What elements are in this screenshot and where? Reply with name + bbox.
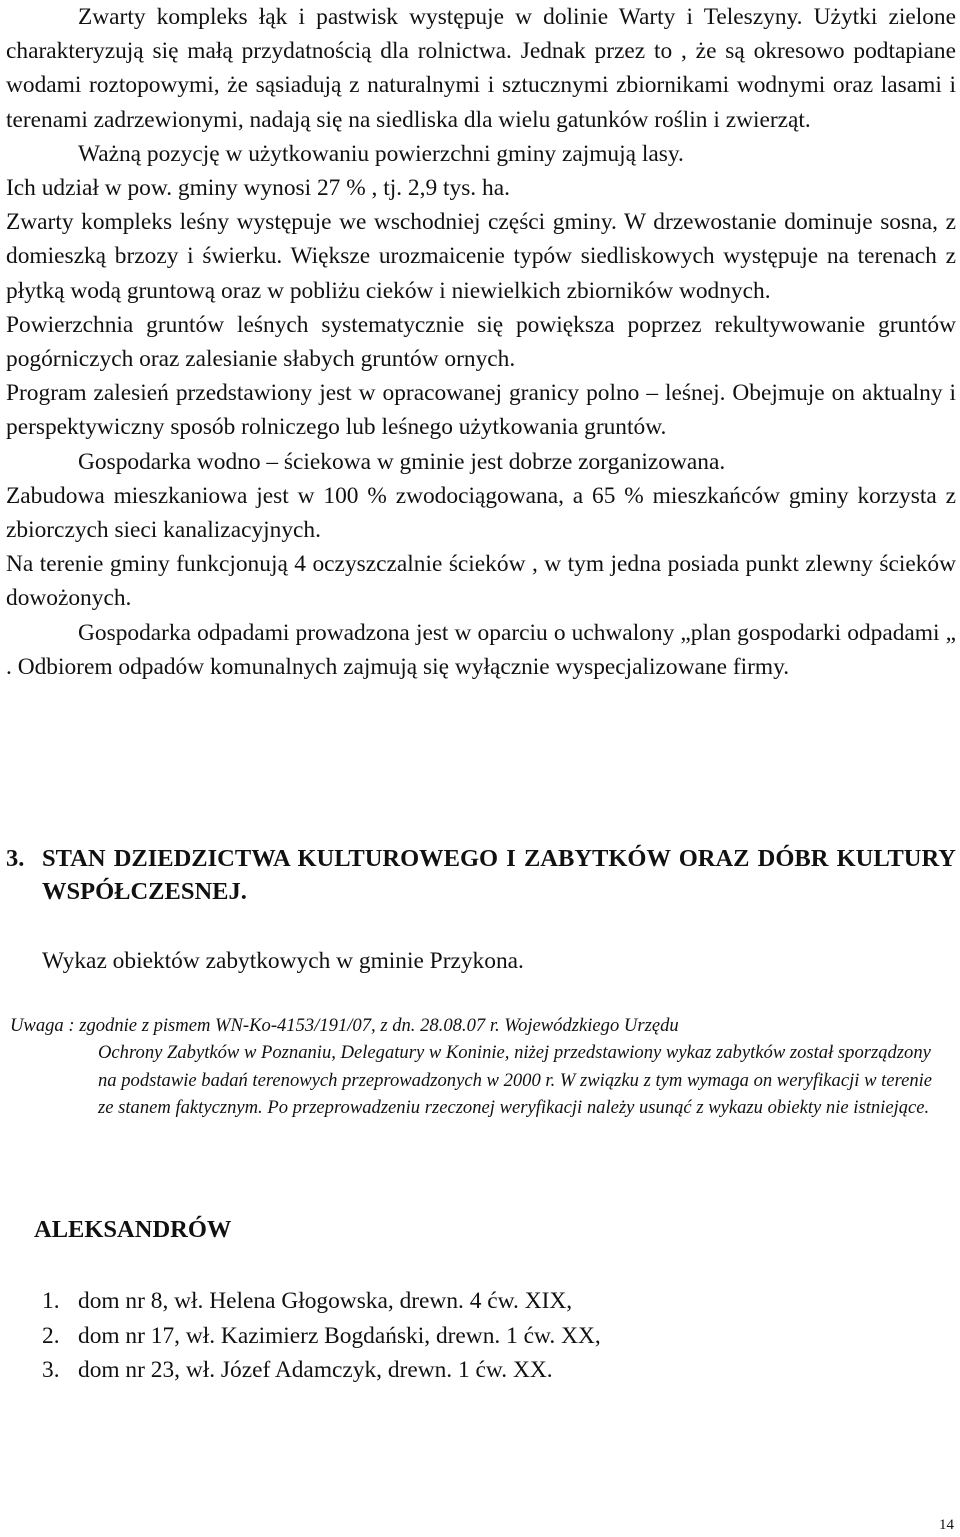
list-item-number: 1.	[42, 1288, 60, 1314]
monument-list-subtitle: Wykaz obiektów zabytkowych w gminie Przykona.	[42, 948, 524, 974]
paragraph-forest-area: Powierzchnia gruntów leśnych systematycznie się powiększa poprzez rekultywowanie gruntów pogórniczych oraz zalesianie słabych gruntów ornych.	[6, 311, 956, 373]
list-item-number: 3.	[42, 1357, 60, 1383]
section-heading-number: 3.	[6, 845, 25, 872]
list-item-number: 2.	[42, 1322, 60, 1349]
paragraph-forests-share: Ich udział w pow. gminy wynosi 27 % , tj. 2,9 tys. ha.	[6, 175, 510, 202]
paragraph-afforestation: Program zalesień przedstawiony jest w opracowanej granicy polno – leśnej. Obejmuje on aktualny i perspektywiczny sposób rolniczego lub leśnego użytkowania gruntów.	[6, 380, 956, 441]
list-item-text: dom nr 23, wł. Józef Adamczyk, drewn. 1 ćw. XX.	[78, 1357, 553, 1383]
paragraph-sewage-plants: Na terenie gminy funkcjonują 4 oczyszczalnie ścieków , w tym jedna posiada punkt zlewny ścieków dowożonych.	[6, 551, 956, 612]
list-item-text: dom nr 17, wł. Kazimierz Bogdański, drewn. 1 ćw. XX,	[78, 1322, 601, 1349]
list-item	[42, 1353, 601, 1388]
paragraph-forests-position: Ważną pozycję w użytkowaniu powierzchni gminy zajmują lasy.	[78, 140, 684, 167]
paragraph-forest-complex: Zwarty kompleks leśny występuje we wschodniej części gminy. W drzewostanie dominuje sosna, z domieszką brzozy i świerku. Większe urozmaicenie typów siedliskowych występuje na terenach z płytką wodą gruntową oraz w pobliżu cieków i niewielkich zbiorników wodnych.	[6, 209, 956, 304]
paragraph-meadows: Zwarty kompleks łąk i pastwisk występuje w dolinie Warty i Teleszyny. Użytki zielone charakteryzują się małą przydatnością dla rolnictwa. Jednak przez to , że są okresowo podtapiane wodami roztopowymi, że sąsiadują z naturalnymi i sztucznymi zbiornikami wodnymi oraz lasami i terenami zadrzewionymi, nadają się na siedliska dla wielu gatunków roślin i zwierząt.	[6, 4, 956, 133]
page-number: 14	[939, 1517, 954, 1533]
note-block	[10, 1012, 950, 1122]
body-text	[6, 0, 956, 684]
list-item	[42, 1284, 601, 1319]
list-item-text: dom nr 8, wł. Helena Głogowska, drewn. 4 ćw. XIX,	[78, 1288, 573, 1314]
note-first-line: Uwaga : zgodnie z pismem WN-Ko-4153/191/07, z dn. 28.08.07 r. Wojewódzkiego Urzędu	[10, 1015, 679, 1036]
village-title: ALEKSANDRÓW	[34, 1216, 232, 1243]
paragraph-waste-management: Gospodarka odpadami prowadzona jest w oparciu o uchwalony „plan gospodarki odpadami „ . Odbiorem odpadów komunalnych zajmują się wyłącznie wyspecjalizowane firmy.	[6, 619, 956, 680]
paragraph-water-supply: Zabudowa mieszkaniowa jest w 100 % zwodociągowana, a 65 % mieszkańców gminy korzysta z zbiorczych sieci kanalizacyjnych.	[6, 482, 956, 544]
section-heading	[6, 842, 956, 908]
list-item	[42, 1319, 601, 1354]
note-rest: Ochrony Zabytków w Poznaniu, Delegatury w Koninie, niżej przedstawiony wykaz zabytków został sporządzony na podstawie badań terenowych przeprowadzonych w 2000 r. W związku z tym wymaga on weryfikacji w terenie ze stanem faktycznym. Po przeprowadzeniu rzeczonej weryfikacji należy usunąć z wykazu obiekty nie istniejące.	[98, 1042, 933, 1119]
monument-list	[42, 1284, 601, 1388]
paragraph-water-management: Gospodarka wodno – ściekowa w gminie jest dobrze zorganizowana.	[78, 448, 726, 475]
section-heading-text: STAN DZIEDZICTWA KULTUROWEGO I ZABYTKÓW ORAZ DÓBR KULTURY WSPÓŁCZESNEJ.	[42, 845, 956, 905]
